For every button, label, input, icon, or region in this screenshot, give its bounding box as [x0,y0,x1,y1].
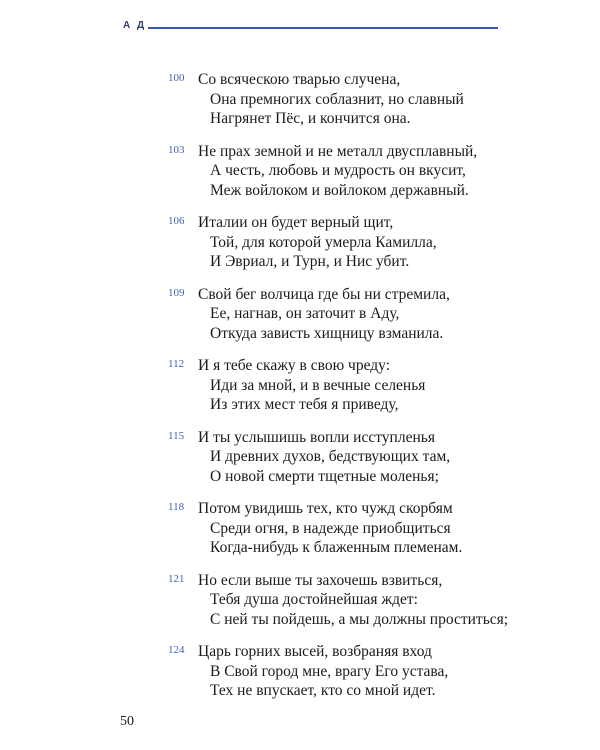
verse-line: Тебя душа достойнейшая ждет: [210,591,418,608]
page-number: 50 [120,714,134,729]
line-number: 109 [168,286,185,299]
verse-line: Не прах земной и не металл двусплавный, [198,142,478,160]
verse-line: И ты услышишь вопли исступленья [198,428,435,446]
stanza [168,356,548,415]
line-number: 100 [168,72,185,84]
verse-line: Царь горних высей, возбраняя вход [198,643,432,660]
stanza [168,571,548,630]
header-rule [148,27,498,29]
verse-line: Она премногих соблазнит, но славный [210,90,464,108]
verse-line: Со всяческою тварью случена, [198,71,401,88]
line-number: 103 [168,143,185,156]
line-number: 115 [168,429,185,442]
stanza [168,285,548,344]
verse-line: И древних духов, бедствующих там, [210,448,451,465]
verse-line: О новой смерти тщетные моленья; [210,467,439,485]
verse-line: Когда-нибудь к блаженным племенам. [210,539,463,556]
verse-line: Откуда зависть хищницу взманила. [210,324,444,342]
line-number: 118 [168,501,185,513]
verse-line: Той, для которой умерла Камилла, [210,233,437,251]
verse-line: Меж войлоком и войлоком державный. [210,181,469,199]
line-number: 112 [168,358,185,370]
verse-line: А честь, любовь и мудрость он вкусит, [210,162,466,179]
line-number: 106 [168,215,185,227]
verse-line: И Эвриал, и Турн, и Нис убит. [210,253,410,270]
stanza [168,642,548,701]
verse-line: Свой бег волчица где бы ни стремила, [198,285,450,303]
running-header-title: А Д [123,20,147,31]
verse-line: С ней ты пойдешь, а мы должны проститься; [210,610,509,628]
stanza [168,428,548,487]
poem-body [168,70,548,714]
verse-line: И я тебе скажу в свою чреду: [198,357,391,374]
verse-line: Нагрянет Пёс, и кончится она. [210,110,411,127]
verse-line: Из этих мест тебя я приведу, [210,396,399,413]
stanza [168,70,548,129]
verse-line: Ее, нагнав, он заточит в Аду, [210,305,400,322]
verse-line: Но если выше ты захочешь взвиться, [198,571,443,589]
line-number: 124 [168,644,185,656]
verse-line: Иди за мной, и в вечные селенья [210,376,426,394]
verse-line: Потом увидишь тех, кто чужд скорбям [198,500,453,517]
stanza [168,142,548,201]
verse-line: Среди огня, в надежде приобщиться [210,519,451,537]
verse-line: В Свой город мне, врагу Его устава, [210,662,449,680]
verse-line: Тех не впускает, кто со мной идет. [210,682,436,699]
stanza [168,499,548,558]
verse-line: Италии он будет верный щит, [198,214,394,231]
stanza [168,213,548,272]
line-number: 121 [168,572,185,585]
